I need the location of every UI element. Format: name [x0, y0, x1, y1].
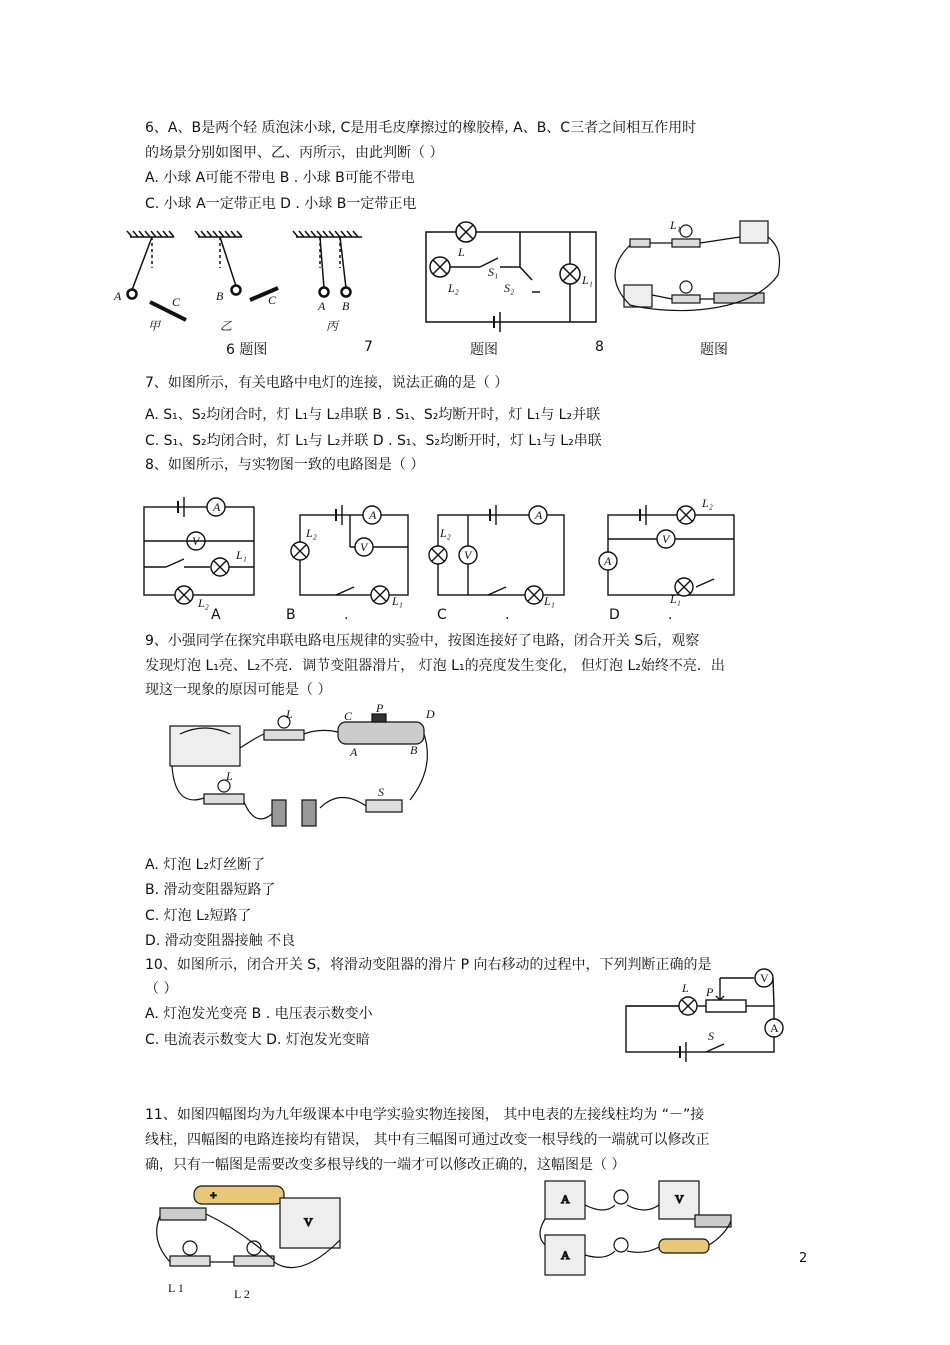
svg-text:A: A	[369, 508, 377, 522]
page-number: 2	[799, 1251, 808, 1266]
q11-line2: 线柱，四幅图的电路连接均有错误， 其中有三幅图可通过改变一根导线的一端就可以修改正	[145, 1132, 710, 1148]
svg-text:L₂: L₂	[198, 596, 209, 610]
svg-text:L₁: L₁	[670, 218, 681, 232]
svg-text:V: V	[662, 532, 670, 546]
q9-line2: 发现灯泡 L₁亮、L₂不亮．调节变阻器滑片， 灯泡 L₁的亮度发生变化， 但灯泡 L₂始终不亮．出	[145, 658, 725, 674]
svg-text:C: C	[172, 295, 181, 309]
q9-option-d: D. 滑动变阻器接触 不良	[145, 933, 296, 949]
svg-text:L₂: L₂	[306, 526, 317, 540]
svg-text:L: L	[226, 769, 233, 783]
q6-options-cd: C. 小球 A一定带正电 D . 小球 B一定带正电	[145, 196, 417, 212]
svg-text:D: D	[426, 707, 435, 721]
svg-text:V: V	[464, 548, 472, 562]
svg-text:L₁: L₁	[582, 273, 593, 287]
svg-text:A: A	[318, 299, 326, 313]
q10-options-cd: C. 电流表示数变大 D. 灯泡发光变暗	[145, 1032, 370, 1048]
svg-text:B: B	[410, 743, 418, 757]
svg-text:A: A	[535, 508, 543, 522]
svg-text:L₁: L₁	[392, 594, 403, 608]
svg-text:C: C	[344, 709, 353, 723]
q11-line3: 确，只有一幅图是需要改变多根导线的一端才可以修改正确的，这幅图是（ ）	[145, 1157, 626, 1173]
svg-text:A: A	[213, 500, 221, 514]
q9-line3: 现这一现象的原因可能是（ ）	[145, 682, 332, 698]
svg-text:V: V	[360, 540, 368, 554]
svg-text:L: L	[682, 981, 689, 995]
svg-text:L: L	[286, 707, 293, 721]
q7-stem: 7、如图所示，有关电路中电灯的连接，说法正确的是（ ）	[145, 375, 509, 391]
caption-fig8: 题图	[700, 342, 728, 358]
svg-text:V: V	[760, 971, 769, 985]
svg-text:A: A	[350, 745, 358, 759]
svg-text:L₂: L₂	[448, 281, 459, 295]
figure-q11-left	[150, 1180, 360, 1300]
svg-text:C: C	[268, 293, 277, 307]
svg-text:L: L	[458, 245, 465, 259]
svg-text:S₁: S₁	[488, 265, 499, 279]
svg-text:V: V	[675, 1192, 684, 1206]
svg-text:A: A	[604, 554, 612, 568]
svg-text:L₂: L₂	[702, 496, 713, 510]
figure-q6-pendulums	[110, 228, 410, 338]
svg-text:A: A	[561, 1248, 570, 1262]
svg-text:A: A	[114, 289, 122, 303]
q6-options-ab: A. 小球 A可能不带电 B . 小球 B可能不带电	[145, 170, 415, 186]
q6-line2: 的场景分别如图甲、乙、丙所示，由此判断（ ）	[145, 145, 444, 161]
fig-label-l1: L 1	[168, 1281, 184, 1295]
figure-q9-apparatus	[160, 701, 440, 838]
q11-line1: 11、如图四幅图均为九年级课本中电学实验实物连接图， 其中电表的左接线柱均为 “－”接	[145, 1107, 705, 1123]
svg-text:V: V	[304, 1215, 313, 1229]
figure-q11-right	[535, 1175, 745, 1295]
caption-fig6: 6 题图	[226, 342, 268, 358]
svg-text:+: +	[210, 1188, 217, 1202]
q8-option-dot1: .	[344, 607, 349, 623]
svg-text:L₁: L₁	[236, 548, 247, 562]
figure-q8-options	[140, 495, 760, 610]
q8-option-c: C	[437, 607, 447, 623]
q10-line2: （ ）	[145, 981, 178, 997]
figure-q7-circuit	[420, 212, 610, 327]
q8-stem: 8、如图所示，与实物图一致的电路图是（ ）	[145, 457, 425, 473]
svg-text:S: S	[708, 1029, 714, 1043]
svg-text:P: P	[706, 985, 714, 999]
q10-options-ab: A. 灯泡发光变亮 B . 电压表示数变小	[145, 1006, 373, 1022]
q6-line1: 6、A、B是两个轻 质泡沫小球, C是用毛皮摩擦过的橡胶棒, A、B、C三者之间相互作用时	[145, 120, 697, 136]
svg-text:S₂: S₂	[504, 281, 515, 295]
q8-option-a: A	[211, 607, 221, 623]
svg-text:A: A	[770, 1021, 779, 1035]
label-yi: 乙	[220, 319, 233, 333]
q8-option-b: B	[286, 607, 296, 623]
label-bing: 丙	[326, 319, 339, 333]
svg-text:L₂: L₂	[440, 526, 451, 540]
q8-option-dot3: .	[668, 607, 673, 623]
q8-option-d: D	[609, 607, 620, 623]
q9-option-a: A. 灯泡 L₂灯丝断了	[145, 857, 266, 873]
svg-text:V: V	[192, 534, 200, 548]
svg-text:S: S	[378, 785, 384, 799]
svg-text:P: P	[376, 701, 384, 715]
svg-text:B: B	[342, 299, 350, 313]
q9-option-c: C. 灯泡 L₂短路了	[145, 908, 252, 924]
svg-text:B: B	[216, 289, 224, 303]
caption-fig7: 题图	[470, 342, 498, 358]
q7-options-cd: C. S₁、S₂均闭合时，灯 L₁与 L₂并联 D . S₁、S₂均断开时，灯 L₁与 L₂串联	[145, 433, 602, 449]
fig-label-l2: L 2	[234, 1287, 250, 1301]
q7-options-ab: A. S₁、S₂均闭合时，灯 L₁与 L₂串联 B . S₁、S₂均断开时，灯 L₁与 L₂并联	[145, 407, 601, 423]
label-jia: 甲	[148, 319, 161, 333]
svg-text:L₁: L₁	[544, 594, 555, 608]
q9-line1: 9、小强同学在探究串联电路电压规律的实验中，按图连接好了电路，闭合开关 S后，观察	[145, 633, 700, 649]
svg-text:A: A	[561, 1192, 570, 1206]
figure-q8-physical	[610, 215, 790, 315]
svg-text:L₁: L₁	[670, 592, 681, 606]
q8-option-dot2: .	[505, 607, 510, 623]
caption-num8: 8	[595, 339, 604, 355]
q10-line1: 10、如图所示，闭合开关 S，将滑动变阻器的滑片 P 向右移动的过程中，下列判断正确的是	[145, 957, 712, 973]
caption-num7: 7	[364, 339, 373, 355]
figure-q10-circuit	[620, 970, 790, 1060]
q9-option-b: B. 滑动变阻器短路了	[145, 882, 276, 898]
